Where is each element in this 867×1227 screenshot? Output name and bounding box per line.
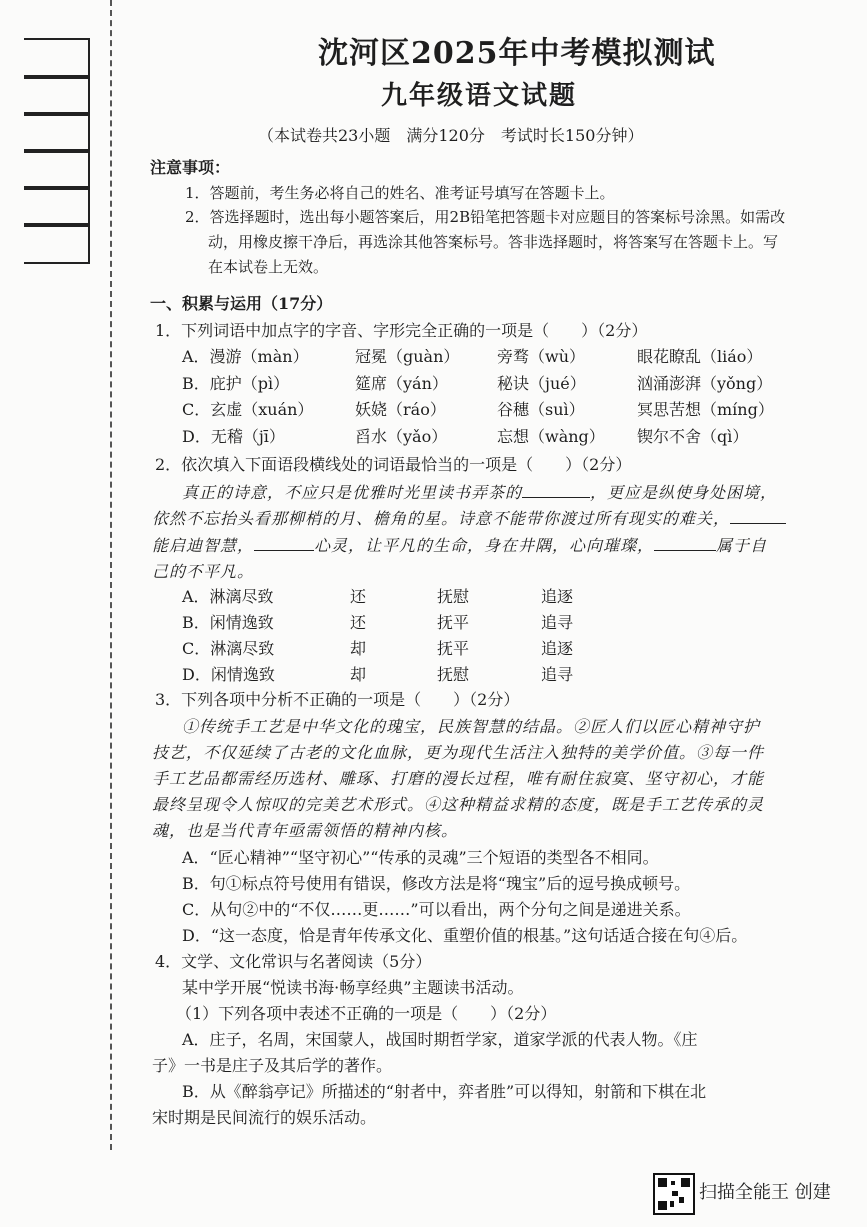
notice-item-2-line-2: 动，用橡皮擦干净后，再选涂其他答案标号。答非选择题时，将答案写在答题卡上。写	[208, 233, 779, 251]
binding-line	[110, 0, 112, 1150]
q1-option-cell: 锲尔不舍（qì）	[637, 427, 749, 446]
q1-option-cell: 妖娆（ráo）	[355, 400, 446, 419]
notice-item-2-line-1: 2．答选择题时，选出每小题答案后，用2B铅笔把答题卡对应题目的答案标号涂黑。如需改	[185, 208, 786, 226]
q3-stem: 3．下列各项中分析不正确的一项是（ ）（2分）	[155, 690, 520, 709]
q3-passage-line-1: ①传统手工艺是中华文化的瑰宝，民族智慧的结晶。②匠人们以匠心精神守护	[182, 717, 761, 736]
margin-box-5	[24, 186, 90, 227]
q4-stem: 4．文学、文化常识与名著阅读（5分）	[155, 952, 432, 971]
q1-option-cell: 冥思苦想（míng）	[637, 400, 774, 419]
q3-passage-line-3: 手工艺品都需经历选材、雕琢、打磨的漫长过程，唯有耐住寂寞、坚守初心，才能	[152, 769, 765, 788]
exam-subtitle: 九年级语文试题	[381, 81, 578, 111]
q3-option-b: B．句①标点符号使用有错误，修改方法是将“瑰宝”后的逗号换成顿号。	[182, 874, 691, 893]
q2-option-cell: 抚慰	[437, 587, 470, 606]
q1-option-cell: 眼花瞭乱（liáo）	[637, 347, 763, 366]
q2-option-cell: B．闲情逸致	[182, 613, 274, 632]
q4-sub1-stem: （1）下列各项中表述不正确的一项是（ ）（2分）	[176, 1004, 557, 1023]
q2-text: 能启迪智慧，	[152, 536, 255, 555]
q2-option-cell: 抚平	[437, 613, 470, 632]
q2-option-cell: 却	[350, 639, 367, 658]
q1-option-cell: A．漫游（màn）	[182, 347, 309, 366]
answer-blank-4[interactable]	[654, 536, 716, 551]
q2-text: 属于自	[716, 536, 768, 555]
q2-text: ，更应是纵使身处困境，	[590, 483, 778, 502]
q2-option-cell: 追寻	[541, 613, 574, 632]
margin-box-4	[24, 149, 90, 190]
q2-passage-line-2	[152, 509, 786, 529]
q1-option-cell: 汹涌澎湃（yǒng）	[637, 374, 773, 393]
q2-option-cell: 还	[350, 587, 367, 606]
q3-option-a: A．“匠心精神”“坚守初心”“传承的灵魂”三个短语的类型各不相同。	[182, 848, 659, 867]
answer-blank-2[interactable]	[730, 509, 786, 524]
q4-intro: 某中学开展“悦读书海·畅享经典”主题读书活动。	[182, 978, 524, 997]
q2-option-cell: D．闲情逸致	[182, 665, 275, 684]
q1-option-cell: B．庇护（pì）	[182, 374, 290, 393]
q1-option-cell: 舀水（yǎo）	[355, 427, 448, 446]
q1-option-cell: 谷穗（suì）	[497, 400, 585, 419]
margin-box-3	[24, 112, 90, 153]
margin-box-6	[24, 223, 90, 264]
answer-blank-1[interactable]	[522, 483, 590, 498]
q4-option-b-line-2: 宋时期是民间流行的娱乐活动。	[152, 1108, 377, 1127]
q2-passage-line-3	[152, 536, 767, 556]
scanner-watermark: 扫描全能王 创建	[699, 1182, 831, 1203]
margin-box-2	[24, 75, 90, 116]
q4-option-b-line-1: B．从《醉翁亭记》所描述的“射者中，弈者胜”可以得知，射箭和下棋在北	[182, 1082, 707, 1101]
qr-code-icon	[653, 1173, 695, 1215]
q2-option-cell: 追逐	[541, 639, 574, 658]
q1-option-cell: D．无稽（jī）	[182, 427, 285, 446]
q1-stem: 1．下列词语中加点字的字音、字形完全正确的一项是（ ）（2分）	[155, 321, 648, 340]
q3-passage-line-2: 技艺，不仅延续了古老的文化血脉，更为现代生活注入独特的美学价值。③每一件	[152, 743, 765, 762]
exam-info: （本试卷共23小题 满分120分 考试时长150分钟）	[258, 126, 644, 145]
q2-option-cell: C．淋漓尽致	[182, 639, 275, 658]
q2-option-cell: 抚慰	[437, 665, 470, 684]
q2-option-cell: 追寻	[541, 665, 574, 684]
q2-option-cell: 抚平	[437, 639, 470, 658]
q1-option-cell: 忘想（wàng）	[497, 427, 605, 446]
q4-option-a-line-1: A．庄子，名周，宋国蒙人，战国时期哲学家，道家学派的代表人物。《庄	[182, 1030, 698, 1049]
q1-option-cell: 秘诀（jué）	[497, 374, 586, 393]
q2-text: 真正的诗意，不应只是优雅时光里读书弄茶的	[182, 483, 523, 502]
q3-passage-line-5: 魂，也是当代青年亟需领悟的精神内核。	[152, 821, 459, 840]
q1-option-cell: C．玄虚（xuán）	[182, 400, 314, 419]
q2-option-cell: 还	[350, 613, 367, 632]
q2-text: 心灵，让平凡的生命，身在井隅，心向璀璨，	[314, 536, 655, 555]
notice-heading: 注意事项：	[150, 158, 231, 177]
q2-option-cell: 却	[350, 665, 367, 684]
q1-option-cell: 冠冕（guàn）	[355, 347, 460, 366]
q2-passage-line-4: 己的不平凡。	[152, 562, 255, 581]
answer-blank-3[interactable]	[254, 536, 314, 551]
q2-stem: 2．依次填入下面语段横线处的词语最恰当的一项是（ ）（2分）	[155, 455, 632, 474]
section-heading: 一、积累与运用（17分）	[150, 294, 333, 313]
notice-item-2-line-3: 在本试卷上无效。	[208, 258, 329, 276]
q4-option-a-line-2: 子》一书是庄子及其后学的著作。	[152, 1056, 393, 1075]
q2-passage-line-1	[182, 483, 777, 503]
q2-text: 依然不忘抬头看那柳梢的月、檐角的星。诗意不能带你渡过所有现实的难关，	[152, 509, 731, 528]
q2-option-cell: 追逐	[541, 587, 574, 606]
notice-item-1: 1．答题前，考生务必将自己的姓名、准考证号填写在答题卡上。	[185, 184, 615, 202]
q3-passage-line-4: 最终呈现令人惊叹的完美艺术形式。④这种精益求精的态度，既是手工艺传承的灵	[152, 795, 765, 814]
q1-option-cell: 旁骛（wù）	[497, 347, 586, 366]
q2-option-cell: A．淋漓尽致	[182, 587, 274, 606]
q3-option-c: C．从句②中的“不仅……更……”可以看出，两个分句之间是递进关系。	[182, 900, 691, 919]
margin-box-1	[24, 38, 90, 79]
q3-option-d: D．“这一态度，恰是青年传承文化、重塑价值的根基。”这句话适合接在句④后。	[182, 926, 748, 945]
exam-title: 沈河区2025年中考模拟测试	[318, 36, 716, 71]
q1-option-cell: 筵席（yán）	[355, 374, 448, 393]
